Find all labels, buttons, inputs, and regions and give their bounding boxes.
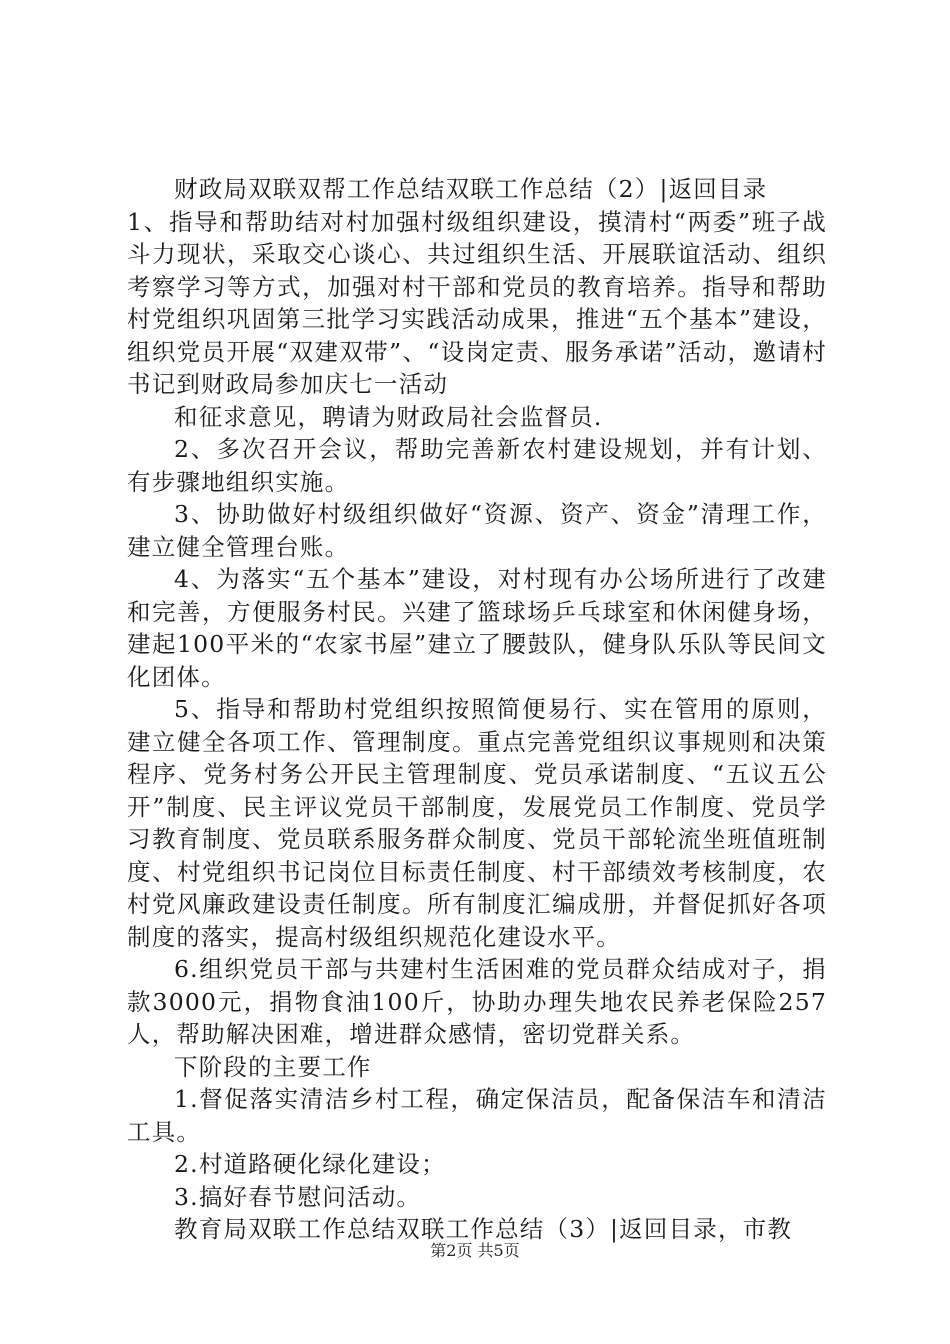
paragraph-continuation: 和征求意见，聘请为财政局社会监督员. — [174, 402, 603, 431]
paragraph-item-6: 6.组织党员干部与共建村生活困难的党员群众结成对子，捐款3000元，捐物食油100斤，协助办理失地农民养老保险257人，帮助解决困难，增进群众感情，密切党群关系。 — [127, 955, 827, 1048]
next-stage-item-2: 2.村道路硬化绿化建设； — [174, 1150, 446, 1178]
paragraph-item-4: 4、为落实“五个基本”建设，对村现有办公场所进行了改建和完善，方便服务村民。兴建了篮球场乒乓球室和休闲健身场，建起100平米的“农家书屋”建立了腰鼓队，健身队乐队等民间文化团体。 — [127, 565, 827, 691]
next-stage-item-3: 3.搞好春节慰问活动。 — [174, 1182, 422, 1211]
document-body — [127, 173, 827, 1246]
next-stage-item-1: 1.督促落实清洁乡村工程，确定保洁员，配备保洁车和清洁工具。 — [127, 1085, 827, 1146]
page-footer — [0, 1241, 950, 1261]
paragraph-item-5: 5、指导和帮助村党组织按照简便易行、实在管用的原则，建立健全各项工作、管理制度。重点完善党组织议事规则和决策程序、党务村务公开民主管理制度、党员承诺制度、“五议五公开”制度、民主评议党员干部制度，发展党员工作制度、党员学习教育制度、党员联系服务群众制度、党员干部轮流坐班值班制度、村党组织书记岗位目标责任制度、村干部绩效考核制度，农村党风廉政建设责任制度。所有制度汇编成册，并督促抓好各项制度的落实，提高村级组织规范化建设水平。 — [127, 695, 827, 951]
paragraph-item-3: 3、协助做好村级组织做好“资源、资产、资金”清理工作，建立健全管理台账。 — [127, 500, 827, 561]
paragraph-item-1: 1、指导和帮助结对村加强村级组织建设，摸清村“两委”班子战斗力现状，采取交心谈心、共过组织生活、开展联谊活动、组织考察学习等方式，加强对村干部和党员的教育培养。指导和帮助村党组织巩固第三批学习实践活动成果，推进“五个基本”建设，组织党员开展“双建双带”、“设岗定责、服务承诺”活动，邀请村书记到财政局参加庆七一活动 — [127, 207, 827, 398]
section-heading-education: 教育局双联工作总结双联工作总结（3）|返回目录，市教 — [174, 1215, 793, 1243]
section-heading-finance: 财政局双联双帮工作总结双联工作总结（2）|返回目录 — [174, 175, 768, 203]
next-stage-heading: 下阶段的主要工作 — [174, 1052, 372, 1081]
paragraph-item-2: 2、多次召开会议，帮助完善新农村建设规划，并有计划、有步骤地组织实施。 — [127, 435, 827, 496]
page-number: 第2页 共5页 — [430, 1241, 520, 1260]
